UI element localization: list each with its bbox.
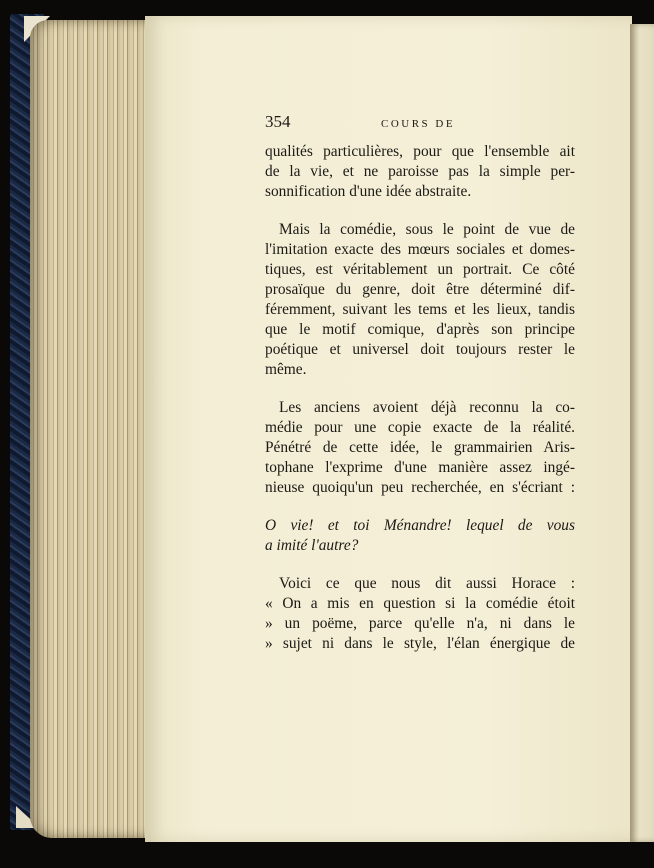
text-line: prosaïque du genre, doit être déterminé dif-: [265, 281, 575, 298]
paragraph-1: [265, 142, 575, 202]
page-text: [265, 112, 575, 672]
page-number: 354: [265, 112, 291, 131]
text-line: Mais la comédie, sous le point de vue de: [279, 221, 575, 238]
text-line: que le motif comique, d'après son principe: [265, 321, 575, 338]
text-line: O vie! et toi Ménandre! lequel de vous: [265, 517, 575, 534]
paragraph-3: [265, 398, 575, 498]
running-head: [265, 112, 575, 142]
quotation-italic: [265, 516, 575, 556]
text-line: même.: [265, 361, 307, 378]
page-edges: [30, 20, 158, 838]
text-line: poétique et universel doit toujours rester le: [265, 341, 575, 358]
running-head-title: COURS DE: [381, 118, 456, 130]
text-line: l'imitation exacte des mœurs sociales et domes-: [265, 241, 575, 258]
text-line: Voici ce que nous dit aussi Horace :: [279, 575, 575, 592]
text-line: « On a mis en question si la comédie étoit: [265, 595, 575, 612]
text-line: tiques, est véritablement un portrait. Ce côté: [265, 261, 575, 278]
text-line: sonnification d'une idée abstraite.: [265, 183, 472, 200]
text-line: de la vie, et ne paroisse pas la simple per-: [265, 163, 575, 180]
text-line: » un poëme, parce qu'elle n'a, ni dans le: [265, 615, 575, 632]
text-line: Les anciens avoient déjà reconnu la co-: [279, 399, 575, 416]
text-line: tophane l'exprime d'une manière assez ingé-: [265, 459, 575, 476]
text-line: médie pour une copie exacte de la réalité.: [265, 419, 575, 436]
facing-page-edge: [630, 24, 654, 842]
paragraph-2: [265, 220, 575, 380]
text-line: féremment, suivant les tems et les lieux, tandis: [265, 301, 575, 318]
paragraph-5: [265, 574, 575, 654]
text-line: a imité l'autre?: [265, 537, 359, 554]
text-line: qualités particulières, pour que l'ensemble ait: [265, 143, 575, 160]
text-line: nieuse quoiqu'un peu recherchée, en s'écriant :: [265, 479, 575, 496]
text-line: Pénétré de cette idée, le grammairien Aris-: [265, 439, 575, 456]
text-line: » sujet ni dans le style, l'élan énergique de: [265, 635, 575, 652]
